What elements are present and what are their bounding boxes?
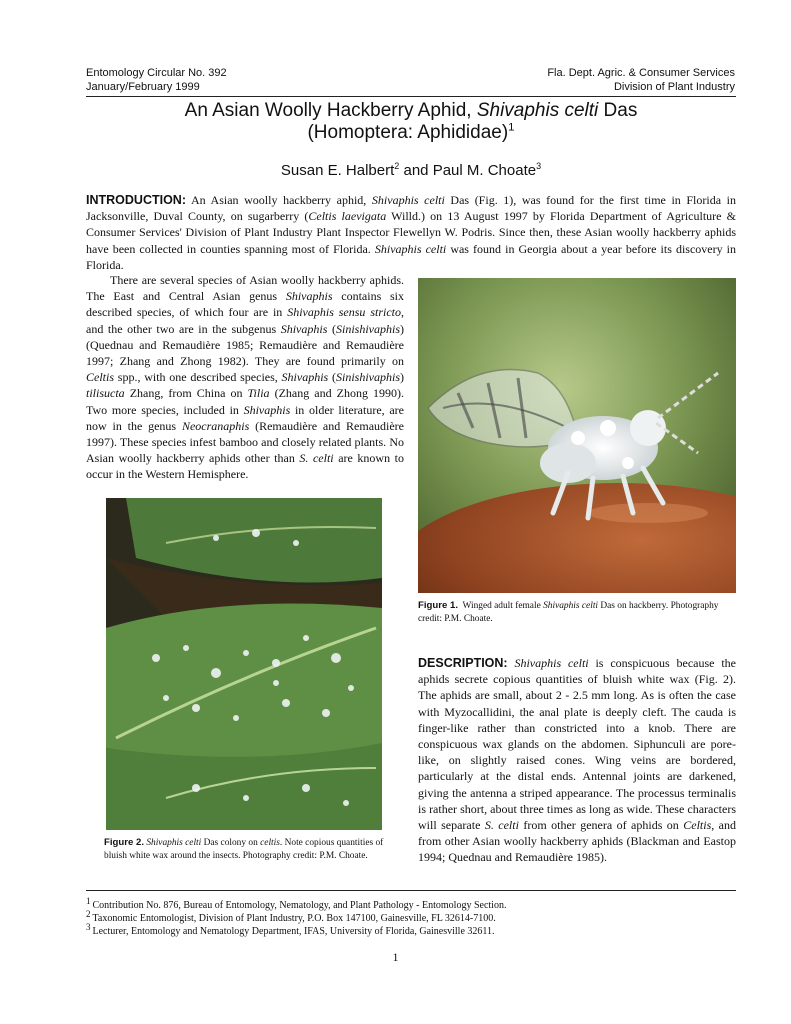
desc-species: Shivaphis celti	[514, 656, 589, 670]
article-title	[86, 100, 736, 144]
body-text: There are several species of Asian woolly hackberry aphids. The East and Central Asian genus	[86, 273, 404, 304]
author-1: Susan E. Halbert	[280, 162, 395, 179]
figure-1-photo	[418, 278, 736, 593]
species-epithet: tilisucta	[86, 386, 125, 401]
title-suffix: Das	[598, 100, 638, 121]
intro-text: Das (Fig. 1), was found for the first time in Florida in Jacksonville, Duval County, on sugarberry (	[86, 193, 736, 224]
caption-species: Shivaphis celti	[146, 838, 202, 848]
body-text: (	[327, 321, 336, 336]
description-paragraph	[418, 655, 736, 866]
introduction-heading: INTRODUCTION:	[86, 193, 186, 207]
subgenus-name: Sinishivaphis	[335, 321, 400, 336]
subgenus-name: Sinishivaphis	[335, 370, 400, 385]
genus-name: Shivaphis	[280, 321, 328, 336]
footnote-rule	[86, 890, 736, 891]
caption-text: Das colony on	[201, 838, 261, 848]
caption-text: . Note copious quantities of bluish white wax around the insects. Photography credit: P.M. Choate.	[104, 838, 384, 861]
body-text: contains six described species, of which four are in	[86, 289, 405, 320]
title-footnote-ref: 1	[508, 121, 515, 134]
body-text: spp., with one described species,	[114, 370, 282, 385]
desc-host: Celtis	[683, 818, 712, 833]
introduction-paragraph	[86, 192, 736, 273]
author-2: Paul M. Choate	[432, 162, 537, 179]
desc-species: S. celti	[484, 818, 519, 833]
host-genus: Celtis	[86, 370, 115, 385]
caption-species: Shivaphis celti	[543, 601, 599, 611]
genus-name: Shivaphis	[285, 289, 333, 304]
footnote-3	[86, 921, 495, 939]
body-text: )	[400, 370, 404, 385]
footnote-number: 1	[86, 895, 91, 906]
desc-text: , and from other Asian woolly hackberry aphids (Blackman and Eastop 1994; Quednau and Remaudière 1985).	[418, 818, 737, 865]
author-line	[86, 162, 736, 180]
species-overview-paragraph	[86, 272, 404, 483]
author-2-note: 3	[536, 161, 542, 171]
figure-1-caption	[418, 599, 736, 626]
taxon-name: Shivaphis sensu stricto	[287, 305, 401, 320]
desc-text: is conspicuous because the aphids secrete copious quantities of bluish white wax (Fig. 2). The aphids are small, about 2 - 2.5 mm long. As is often the case with Myzocallidini, the anal plate is deeply cleft. The cauda is finger-like rather than constricted into a knob. There are conspicuous wax glands on the abdomen. Siphunculi are pore-like, on slightly raised cones. Wing veins are bordered, particularly at the distal ends. Antennal joints are darkened, giving the antenna a striped appearance. The processus terminalis is rather short, about three times as long as wide. These characters will separate	[418, 656, 736, 833]
title-prefix: An Asian Woolly Hackberry Aphid,	[184, 100, 477, 121]
author-1-note: 2	[394, 161, 400, 171]
figure-2-photo	[106, 498, 382, 830]
author-joiner: and	[399, 162, 433, 179]
running-header-right	[547, 66, 735, 94]
figure-2-label: Figure 2.	[104, 837, 144, 848]
page-number: 1	[392, 950, 399, 964]
caption-host: celtis	[260, 838, 280, 848]
leaf-colony-photo	[106, 498, 382, 830]
body-text: (Zhang and Zhong 1990). Two more species, included in	[86, 386, 404, 417]
intro-text: Willd.) on 13 August 1997 by Florida Department of Agriculture & Consumer Services' Division of Plant Industry Plant Inspector Flewellyn W. Podris. Since then, these Asian woolly hackberry aphids have been collected in counties spanning most of Florida.	[86, 209, 737, 256]
body-text: (	[328, 370, 336, 385]
division-name: Division of Plant Industry	[613, 81, 735, 93]
intro-text: An Asian woolly hackberry aphid,	[190, 193, 372, 207]
body-text: in older literature, are now in the genus	[86, 402, 404, 433]
species-name: S. celti	[299, 451, 334, 466]
figure-1-label: Figure 1.	[418, 600, 458, 611]
figure-2-caption	[104, 836, 386, 863]
agency-name: Fla. Dept. Agric. & Consumer Services	[547, 67, 735, 79]
desc-text: from other genera of aphids on	[518, 818, 684, 833]
body-text: , and the other two are in the subgenus	[86, 305, 404, 336]
footnote-text: Contribution No. 876, Bureau of Entomology, Nematology, and Plant Pathology - Entomology Section.	[92, 900, 507, 911]
body-text: Zhang, from China on	[124, 386, 248, 401]
title-species: Shivaphis celti	[476, 100, 599, 121]
footnote-text: Lecturer, Entomology and Nematology Department, IFAS, University of Florida, Gainesville 32611.	[92, 926, 495, 937]
intro-text: was found in Georgia about a year before its discovery in Florida.	[86, 241, 736, 272]
caption-text: Das on hackberry. Photography credit: P.M. Choate.	[418, 601, 719, 624]
host-genus: Tilia	[247, 386, 270, 401]
circular-number: Entomology Circular No. 392	[86, 67, 227, 79]
running-header-left	[86, 66, 227, 94]
body-text: are known to occur in the Western Hemisphere.	[86, 451, 404, 482]
intro-species: Shivaphis celti	[371, 193, 445, 207]
intro-host: Celtis laevigata	[308, 209, 387, 224]
footnote-1	[86, 895, 507, 913]
issue-date: January/February 1999	[86, 81, 200, 93]
body-text: ) (Quednau and Remaudière 1985; Remaudière and Remaudière 1997; Zhang and Zhong 1982). They are found primarily on	[86, 321, 404, 369]
footnote-number: 3	[86, 921, 91, 932]
genus-name: Neocranaphis	[181, 418, 250, 433]
genus-name: Shivaphis	[243, 402, 291, 417]
footnote-number: 2	[86, 908, 91, 919]
description-heading: DESCRIPTION:	[418, 656, 508, 670]
body-text: (Remaudière and Remaudière 1997). These species infest bamboo and closely related plants. No Asian woolly hackberry aphids other than	[86, 418, 404, 466]
header-rule	[86, 96, 736, 97]
intro-species: Shivaphis celti	[374, 241, 447, 256]
aphid-photo	[418, 278, 736, 593]
genus-name: Shivaphis	[281, 370, 329, 385]
caption-text: Winged adult female	[457, 601, 544, 611]
footnote-text: Taxonomic Entomologist, Division of Plant Industry, P.O. Box 147100, Gainesville, FL 32614-7100.	[92, 913, 496, 924]
title-classification: (Homoptera: Aphididae)	[307, 122, 509, 143]
footnote-2	[86, 908, 496, 926]
